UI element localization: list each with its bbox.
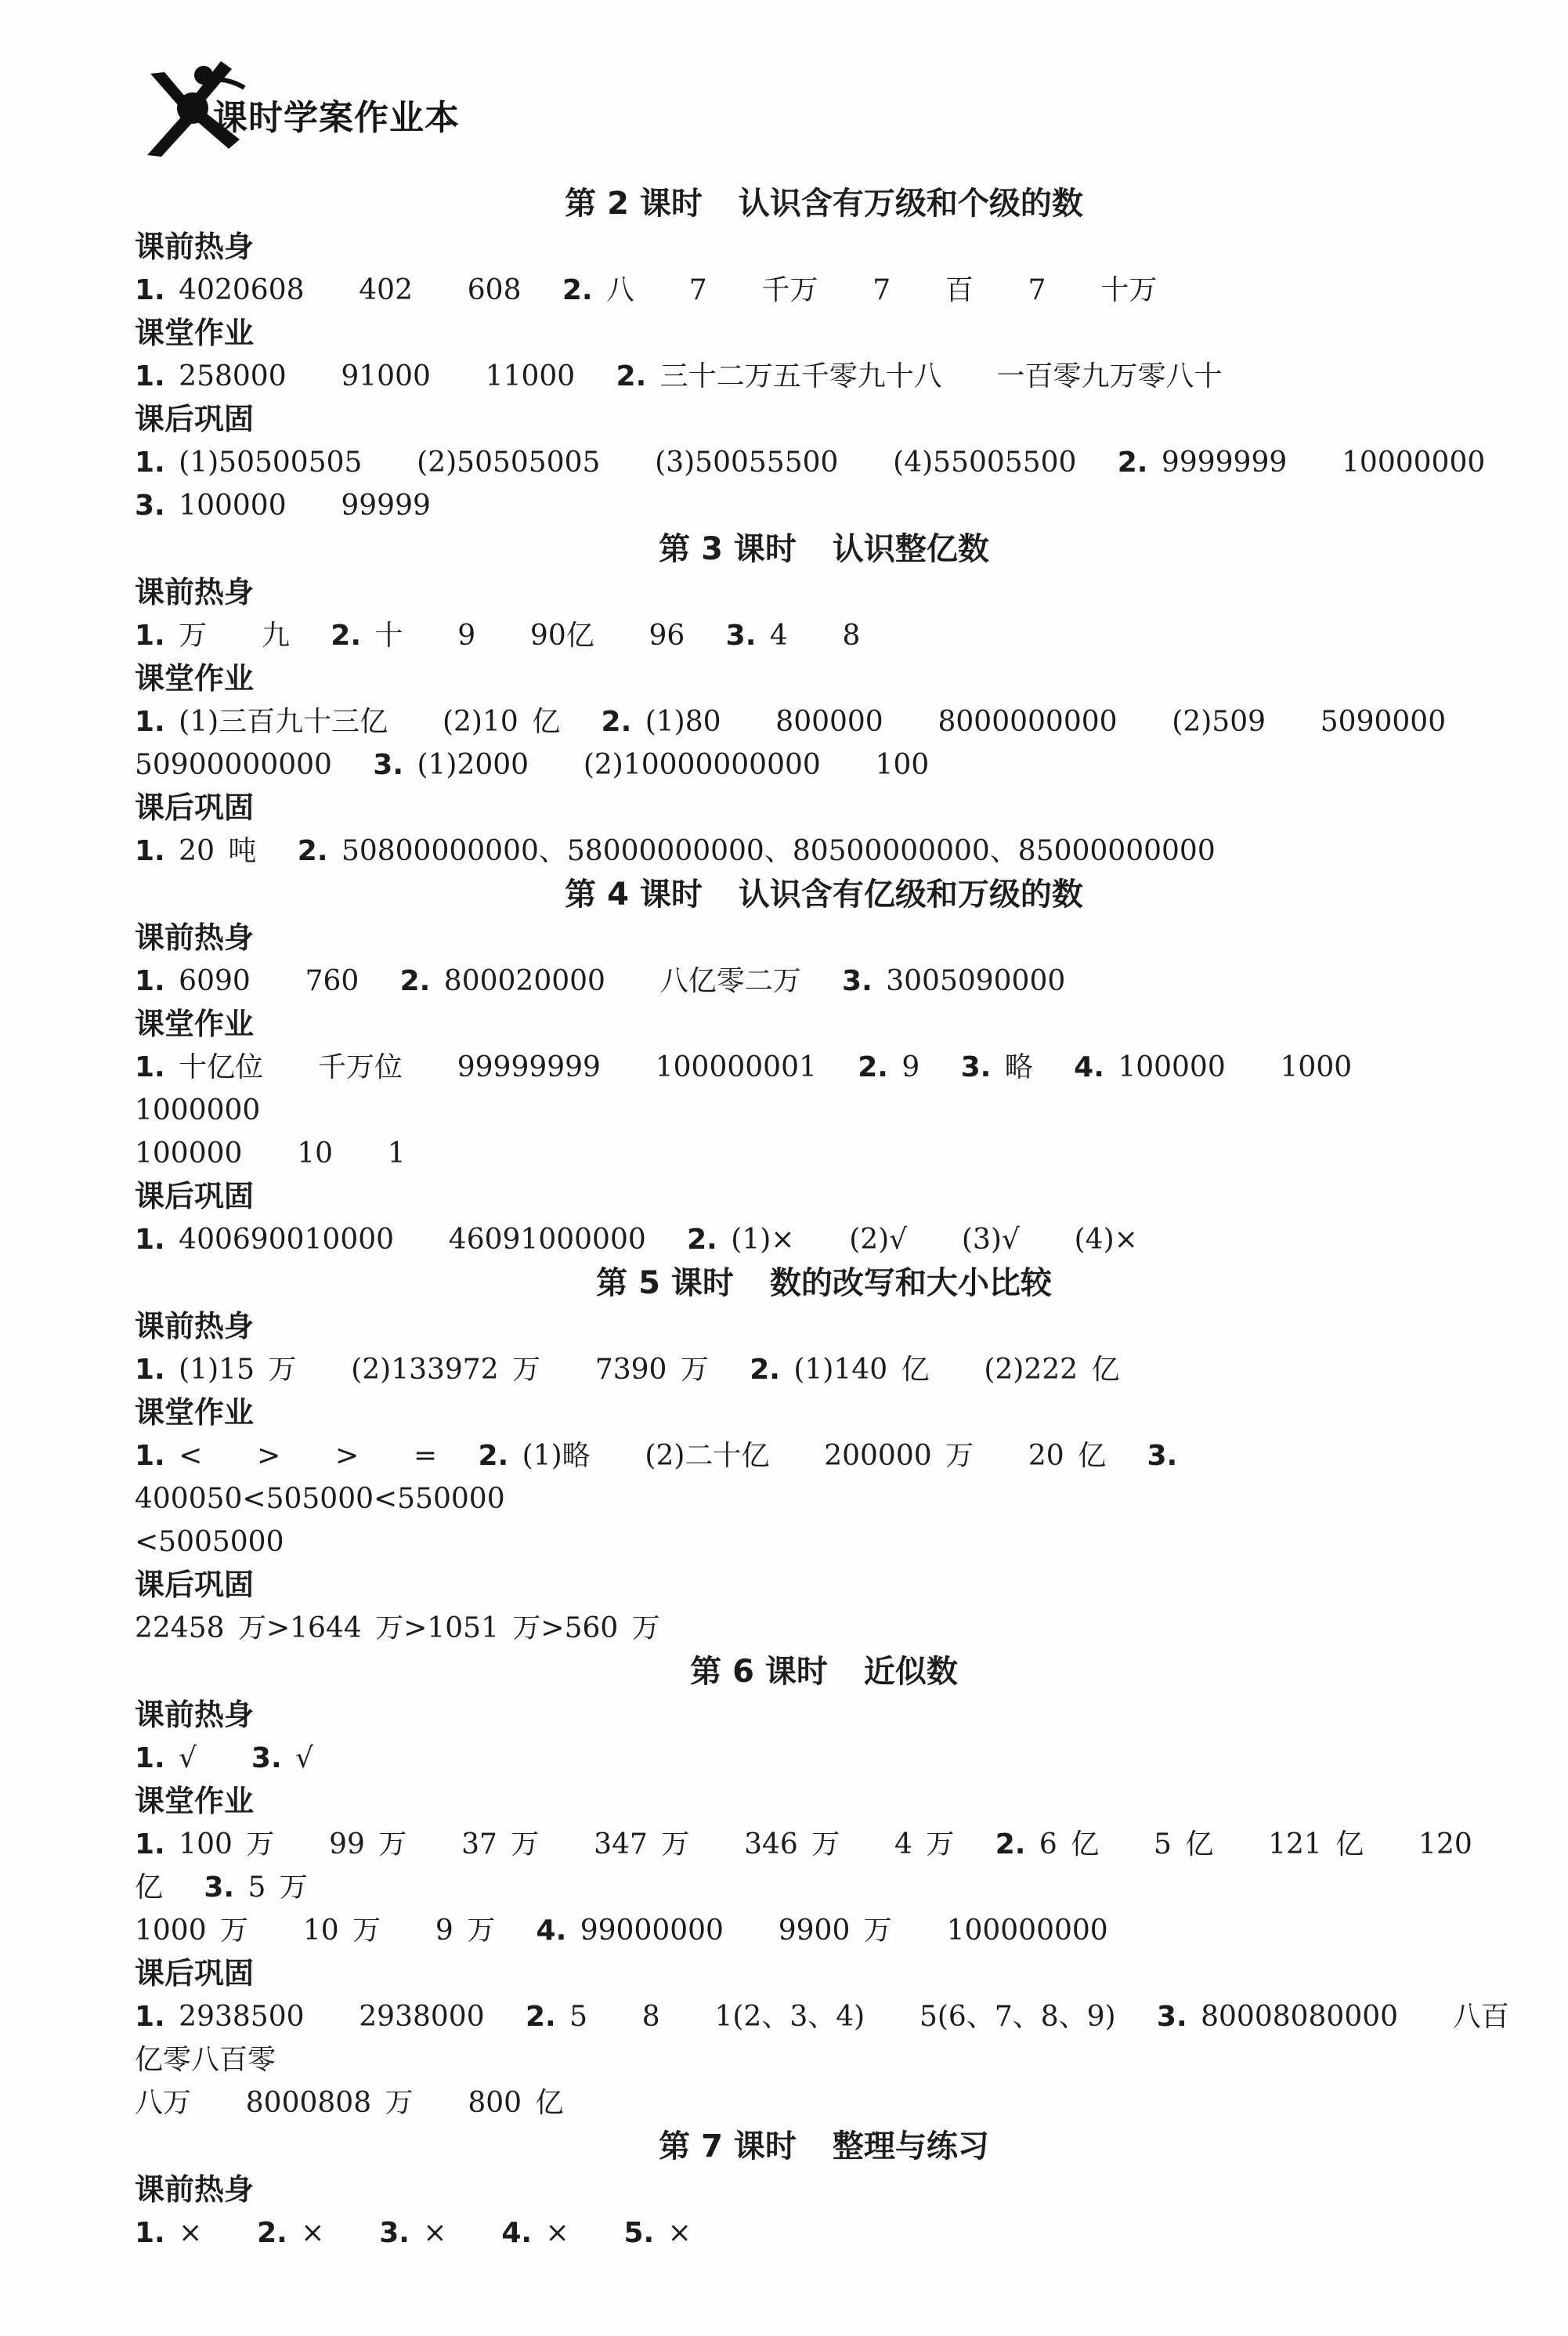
answer-text: 4020608 402 608 (164, 274, 562, 306)
question-number: 1. (135, 965, 165, 997)
answer-line (135, 1434, 1513, 1521)
answer-text: 258000 91000 11000 (164, 360, 616, 392)
answer-text: 22458 万>1644 万>1051 万>560 万 (135, 1612, 660, 1644)
answer-line (135, 1046, 1513, 1132)
answer-line (135, 269, 1513, 312)
answer-content (135, 182, 1513, 2255)
answer-text: 50800000000、58000000000、80500000000、85000000000 (327, 835, 1216, 867)
lesson-subtitle: 认识含有万级和个级的数 (738, 186, 1083, 222)
answer-text: × (654, 2217, 692, 2249)
answer-text: 1000 万 10 万 9 万 (135, 1915, 537, 1947)
section-heading: 课后巩固 (135, 1179, 255, 1213)
answer-text: (1)15 万 (2)133972 万 7390 万 (164, 1354, 750, 1386)
answer-line (135, 1348, 1513, 1391)
question-number: 1. (135, 1828, 165, 1860)
answer-text: 十 9 90亿 96 (361, 620, 726, 652)
answer-line (135, 1218, 1513, 1261)
lesson-title (135, 1650, 1513, 1694)
answer-line (135, 1737, 1513, 1780)
answer-text: 100 万 99 万 37 万 347 万 346 万 4 万 (164, 1828, 995, 1860)
section-heading: 课后巩固 (135, 402, 255, 436)
section-heading: 课前热身 (135, 230, 255, 264)
answer-line (135, 441, 1513, 484)
question-number: 1. (135, 360, 165, 392)
answer-line (135, 960, 1513, 1003)
answer-line (135, 743, 1513, 787)
question-number: 2. (257, 2217, 287, 2249)
lesson-number: 第 5 课时 (596, 1265, 734, 1301)
answer-text: × (532, 2217, 624, 2249)
section-heading: 课堂作业 (135, 1784, 255, 1818)
section-heading: 课堂作业 (135, 1007, 255, 1041)
question-number: 2. (750, 1354, 780, 1386)
question-number: 1. (135, 2217, 165, 2249)
question-number: 2. (331, 620, 362, 652)
question-number: 2. (297, 835, 328, 867)
section-heading: 课堂作业 (135, 1395, 255, 1430)
question-number: 5. (623, 2217, 655, 2249)
answer-text: √ (281, 1742, 314, 1774)
lesson-title (135, 2124, 1513, 2168)
section-heading: 课后巩固 (135, 1568, 255, 1602)
answer-text: < > > = (164, 1440, 479, 1472)
question-number: 1. (135, 706, 165, 738)
question-number: 3. (1147, 1440, 1178, 1472)
answer-text: 9999999 10000000 (1147, 447, 1486, 479)
lesson-number: 第 6 课时 (690, 1654, 828, 1690)
question-number: 2. (562, 274, 593, 306)
question-number: 1. (135, 620, 165, 652)
question-number: 2. (525, 2001, 556, 2033)
answer-line (135, 1995, 1513, 2081)
lesson-title (135, 1261, 1513, 1305)
question-number: 3. (1156, 2001, 1187, 2033)
answer-text: 100000 1000 1000000 (135, 1051, 1407, 1126)
question-number: 2. (616, 360, 647, 392)
question-number: 3. (960, 1051, 992, 1083)
answer-text: 6090 760 (164, 965, 400, 997)
answer-line (135, 830, 1513, 873)
section-heading: 课堂作业 (135, 316, 255, 350)
question-number: 1. (135, 447, 165, 479)
answer-text: 5 万 (234, 1871, 308, 1904)
lesson-subtitle: 认识整亿数 (832, 531, 989, 567)
question-number: 2. (995, 1828, 1026, 1860)
answer-text: 800020000 八亿零二万 (430, 965, 843, 997)
answer-text: 十亿位 千万位 99999999 100000001 (164, 1051, 858, 1083)
lesson-number: 第 2 课时 (565, 186, 703, 222)
answer-text: (1)略 (2)二十亿 200000 万 20 亿 (508, 1440, 1147, 1472)
answer-text: 3005090000 (872, 965, 1066, 997)
answer-text: 80008080000 八百亿零八百零 (135, 2001, 1509, 2076)
lesson-subtitle: 数的改写和大小比较 (769, 1265, 1052, 1301)
question-number: 3. (842, 965, 873, 997)
answer-text: × (287, 2217, 380, 2249)
answer-text: 八万 8000808 万 800 亿 (135, 2087, 564, 2119)
question-number: 4. (501, 2217, 533, 2249)
lesson-title (135, 527, 1513, 571)
answer-text: (1)× (2)√ (3)√ (4)× (717, 1224, 1138, 1256)
answer-line (135, 1132, 1513, 1175)
question-number: 1. (135, 1224, 165, 1256)
question-number: 3. (135, 490, 165, 522)
answer-text: <5005000 (135, 1526, 284, 1558)
lesson-title (135, 873, 1513, 917)
answer-text: 99000000 9900 万 100000000 (566, 1915, 1108, 1947)
question-number: 3. (251, 1742, 282, 1774)
lesson-subtitle: 近似数 (863, 1654, 958, 1690)
lesson-number: 第 3 课时 (659, 531, 797, 567)
section-heading: 课堂作业 (135, 661, 255, 696)
page-header (135, 56, 683, 158)
answer-line (135, 1909, 1513, 1952)
answer-text: 5 8 1(2、3、4) 5(6、7、8、9) (555, 2001, 1157, 2033)
section-heading: 课前热身 (135, 1698, 255, 1732)
answer-line (135, 700, 1513, 743)
lesson-title (135, 182, 1513, 226)
answer-text: 20 吨 (164, 835, 298, 867)
section-heading: 课后巩固 (135, 790, 255, 825)
answer-text: 100000 10 1 (135, 1137, 406, 1170)
question-number: 2. (399, 965, 431, 997)
question-number: 1. (135, 274, 165, 306)
answer-line (135, 484, 1513, 527)
answer-text: 万 九 (164, 620, 331, 652)
answer-text: × (409, 2217, 502, 2249)
section-heading: 课前热身 (135, 575, 255, 609)
answer-text: 4 8 (756, 620, 861, 652)
answer-text: 八 7 千万 7 百 7 十万 (592, 274, 1158, 306)
answer-line (135, 614, 1513, 657)
answer-text: 略 (991, 1051, 1075, 1083)
question-number: 2. (601, 706, 632, 738)
answer-text: 6 亿 5 亿 121 亿 120 亿 (135, 1828, 1487, 1904)
question-number: 2. (478, 1440, 509, 1472)
question-number: 1. (135, 1051, 165, 1083)
question-number: 1. (135, 1742, 165, 1774)
question-number: 2. (1117, 447, 1148, 479)
answer-line (135, 1607, 1513, 1650)
answer-text: 9 (887, 1051, 961, 1083)
answer-text: 400050<505000<550000 (135, 1440, 1191, 1515)
answer-text: 100000 99999 (164, 490, 431, 522)
answer-text: 50900000000 (135, 749, 374, 781)
answer-text: 400690010000 46091000000 (164, 1224, 688, 1256)
answer-line (135, 2211, 1513, 2255)
section-heading: 课前热身 (135, 2172, 255, 2207)
question-number: 3. (725, 620, 757, 652)
answer-text: 三十二万五千零九十八 一百零九万零八十 (646, 360, 1223, 392)
question-number: 3. (373, 749, 404, 781)
lesson-number: 第 4 课时 (565, 877, 703, 913)
answer-line (135, 1521, 1513, 1564)
answer-text: (1)80 800000 8000000000 (2)509 5090000 (631, 706, 1447, 738)
question-number: 3. (204, 1871, 235, 1904)
lesson-number: 第 7 课时 (659, 2128, 797, 2164)
question-number: 4. (1074, 1051, 1104, 1083)
section-heading: 课前热身 (135, 1309, 255, 1343)
answer-text: 2938500 2938000 (164, 2001, 526, 2033)
answer-line (135, 1823, 1513, 1909)
question-number: 4. (536, 1915, 567, 1947)
answer-text: (1)140 亿 (2)222 亿 (779, 1354, 1120, 1386)
question-number: 1. (135, 2001, 165, 2033)
question-number: 2. (858, 1051, 888, 1083)
lesson-subtitle: 认识含有亿级和万级的数 (738, 877, 1083, 913)
answer-text: × (164, 2217, 258, 2249)
lesson-subtitle: 整理与练习 (832, 2128, 989, 2164)
question-number: 3. (379, 2217, 410, 2249)
answer-text: (1)50500505 (2)50505005 (3)50055500 (4)55005500 (164, 447, 1118, 479)
answer-text: (1)三百九十三亿 (2)10 亿 (164, 706, 602, 738)
answer-line (135, 355, 1513, 398)
brand-title: 课时学案作业本 (213, 98, 460, 138)
question-number: 2. (687, 1224, 717, 1256)
answer-text: (1)2000 (2)10000000000 100 (403, 749, 930, 781)
section-heading: 课后巩固 (135, 1956, 255, 1991)
answer-text: √ (164, 1742, 251, 1774)
question-number: 1. (135, 1440, 165, 1472)
question-number: 1. (135, 835, 165, 867)
answer-line (135, 2081, 1513, 2124)
section-heading: 课前热身 (135, 920, 255, 955)
question-number: 1. (135, 1354, 165, 1386)
